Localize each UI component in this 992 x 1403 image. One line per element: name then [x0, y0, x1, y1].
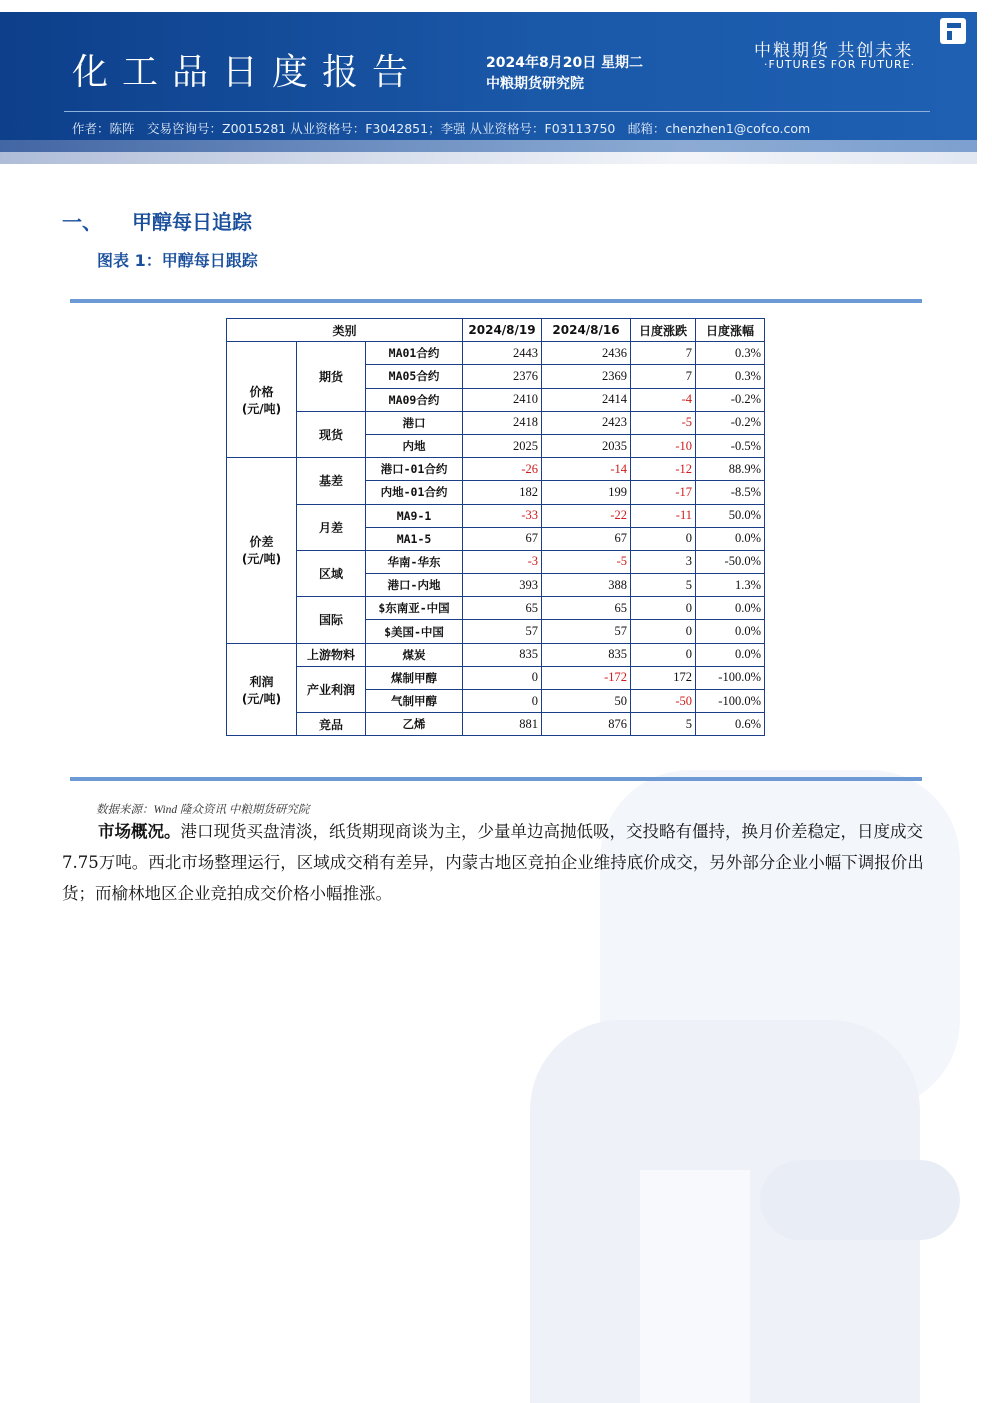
- subgroup-region: 区域: [297, 550, 366, 596]
- group-label: 价格 (元/吨): [241, 384, 282, 416]
- group-profit: [227, 643, 297, 736]
- header-daily-change: 日度涨跌: [631, 319, 696, 342]
- cell-change: -11: [631, 504, 696, 527]
- cell-pct: -100.0%: [696, 690, 765, 713]
- header-divider: [64, 111, 930, 112]
- cell-value-1: 2025: [463, 434, 542, 457]
- header-date-2: 2024/8/16: [542, 319, 631, 342]
- row-label: 港口-01合约: [366, 458, 463, 481]
- cell-change: -4: [631, 388, 696, 411]
- cell-value-1: 67: [463, 527, 542, 550]
- cell-pct: -0.2%: [696, 388, 765, 411]
- cell-value-2: 2369: [542, 365, 631, 388]
- subgroup-spot: 现货: [297, 411, 366, 457]
- cell-pct: 0.3%: [696, 365, 765, 388]
- subgroup-competing: 竞品: [297, 713, 366, 736]
- row-label: 内地: [366, 434, 463, 457]
- market-overview-paragraph: [62, 816, 934, 909]
- cell-value-1: 835: [463, 643, 542, 666]
- report-institute: 中粮期货研究院: [486, 76, 584, 92]
- cell-pct: 0.6%: [696, 713, 765, 736]
- cell-pct: 0.0%: [696, 527, 765, 550]
- cell-value-2: 67: [542, 527, 631, 550]
- cell-value-1: 182: [463, 481, 542, 504]
- subgroup-month: 月差: [297, 504, 366, 550]
- cell-change: -12: [631, 458, 696, 481]
- table-row: [227, 550, 765, 573]
- cell-pct: 0.0%: [696, 597, 765, 620]
- row-label: 港口-内地: [366, 574, 463, 597]
- cell-value-2: -14: [542, 458, 631, 481]
- header-category: 类别: [227, 319, 463, 342]
- cell-pct: 1.3%: [696, 574, 765, 597]
- cell-value-1: 2443: [463, 342, 542, 365]
- row-label: MA09合约: [366, 388, 463, 411]
- row-label: 内地-01合约: [366, 481, 463, 504]
- row-label: MA9-1: [366, 504, 463, 527]
- cell-value-1: 57: [463, 620, 542, 643]
- cell-change: 5: [631, 574, 696, 597]
- row-label: $美国-中国: [366, 620, 463, 643]
- row-label: 华南-华东: [366, 550, 463, 573]
- cell-value-2: 2423: [542, 411, 631, 434]
- cell-change: 172: [631, 666, 696, 689]
- cell-change: 5: [631, 713, 696, 736]
- table-bottom-rule: [70, 777, 922, 781]
- cell-value-2: 2035: [542, 434, 631, 457]
- section-heading: [62, 206, 252, 235]
- subgroup-industry: 产业利润: [297, 666, 366, 712]
- row-label: $东南亚-中国: [366, 597, 463, 620]
- market-overview-label: 市场概况。: [98, 822, 181, 841]
- group-label: 利润 (元/吨): [241, 674, 282, 706]
- report-title: 化工品日度报告: [72, 52, 423, 93]
- section-number: 一、: [62, 210, 102, 234]
- cell-value-2: -22: [542, 504, 631, 527]
- table-row: [227, 666, 765, 689]
- table-row: [227, 342, 765, 365]
- company-logo-icon: [940, 18, 966, 44]
- watermark-shape: [640, 1170, 750, 1403]
- cell-value-1: 2418: [463, 411, 542, 434]
- subgroup-basis: 基差: [297, 458, 366, 504]
- watermark-shape: [760, 1160, 960, 1240]
- group-label: 价差 (元/吨): [241, 535, 282, 567]
- cell-change: -17: [631, 481, 696, 504]
- cell-value-2: 2414: [542, 388, 631, 411]
- cell-change: 3: [631, 550, 696, 573]
- cell-change: 0: [631, 527, 696, 550]
- group-price: [227, 342, 297, 458]
- table-row: [227, 713, 765, 736]
- cell-change: 7: [631, 342, 696, 365]
- section-title: 甲醇每日追踪: [132, 210, 252, 234]
- header-date-1: 2024/8/19: [463, 319, 542, 342]
- cell-value-2: -172: [542, 666, 631, 689]
- cell-value-2: 50: [542, 690, 631, 713]
- cell-value-2: 199: [542, 481, 631, 504]
- cell-pct: -0.5%: [696, 434, 765, 457]
- data-source-note: 数据来源：Wind 隆众资讯 中粮期货研究院: [96, 804, 310, 816]
- row-label: MA01合约: [366, 342, 463, 365]
- cell-pct: 0.0%: [696, 620, 765, 643]
- figure-caption: 图表 1：甲醇每日跟踪: [97, 251, 258, 270]
- cell-value-2: 57: [542, 620, 631, 643]
- cell-value-2: -5: [542, 550, 631, 573]
- cell-value-1: 881: [463, 713, 542, 736]
- report-date: 2024年8月20日 星期二: [486, 55, 644, 71]
- table-row: [227, 458, 765, 481]
- cell-value-1: -33: [463, 504, 542, 527]
- cell-value-1: 0: [463, 666, 542, 689]
- cell-change: -50: [631, 690, 696, 713]
- cell-value-2: 65: [542, 597, 631, 620]
- header-decoration: [0, 140, 977, 164]
- table-row: [227, 643, 765, 666]
- cell-value-1: 2376: [463, 365, 542, 388]
- cell-value-1: 65: [463, 597, 542, 620]
- methanol-tracking-table: [226, 318, 765, 736]
- brand-name: 中粮期货 共创未来: [754, 41, 914, 61]
- table-row: [227, 411, 765, 434]
- cell-pct: -50.0%: [696, 550, 765, 573]
- cell-value-1: -26: [463, 458, 542, 481]
- cell-pct: -100.0%: [696, 666, 765, 689]
- subgroup-futures: 期货: [297, 342, 366, 412]
- cell-pct: 0.0%: [696, 643, 765, 666]
- cell-value-1: 0: [463, 690, 542, 713]
- table-row: [227, 504, 765, 527]
- author-info: 作者：陈阵 交易咨询号：Z0015281 从业资格号：F3042851；李强 从业资格号：F03113750 邮箱：chenzhen1@cofco.com: [72, 121, 811, 136]
- row-label: MA1-5: [366, 527, 463, 550]
- cell-pct: -0.2%: [696, 411, 765, 434]
- subgroup-intl: 国际: [297, 597, 366, 643]
- cell-value-1: 2410: [463, 388, 542, 411]
- cell-value-2: 835: [542, 643, 631, 666]
- table-top-rule: [70, 299, 922, 303]
- cell-change: 0: [631, 620, 696, 643]
- table-row: [227, 597, 765, 620]
- cell-change: 7: [631, 365, 696, 388]
- subgroup-upstream: 上游物料: [297, 643, 366, 666]
- cell-change: -10: [631, 434, 696, 457]
- brand-slogan: ·FUTURES FOR FUTURE·: [764, 58, 916, 71]
- group-spread: [227, 458, 297, 644]
- cell-change: 0: [631, 597, 696, 620]
- row-label: 港口: [366, 411, 463, 434]
- cell-change: -5: [631, 411, 696, 434]
- cell-pct: 0.3%: [696, 342, 765, 365]
- row-label: 煤炭: [366, 643, 463, 666]
- cell-pct: 50.0%: [696, 504, 765, 527]
- cell-value-1: -3: [463, 550, 542, 573]
- cell-value-2: 388: [542, 574, 631, 597]
- cell-value-2: 876: [542, 713, 631, 736]
- header-daily-pct: 日度涨幅: [696, 319, 765, 342]
- row-label: 气制甲醇: [366, 690, 463, 713]
- cell-pct: -8.5%: [696, 481, 765, 504]
- market-overview-text: 港口现货买盘清淡，纸货期现商谈为主，少量单边高抛低吸，交投略有僵持，换月价差稳定，日度成交7.75万吨。西北市场整理运行，区域成交稍有差异，内蒙古地区竞拍企业维持底价成交，另外部分企业小幅下调报价出货；而榆林地区企业竞拍成交价格小幅推涨。: [62, 822, 924, 903]
- row-label: MA05合约: [366, 365, 463, 388]
- table-header-row: [227, 319, 765, 342]
- cell-change: 0: [631, 643, 696, 666]
- row-label: 煤制甲醇: [366, 666, 463, 689]
- cell-value-1: 393: [463, 574, 542, 597]
- cell-value-2: 2436: [542, 342, 631, 365]
- cell-pct: 88.9%: [696, 458, 765, 481]
- row-label: 乙烯: [366, 713, 463, 736]
